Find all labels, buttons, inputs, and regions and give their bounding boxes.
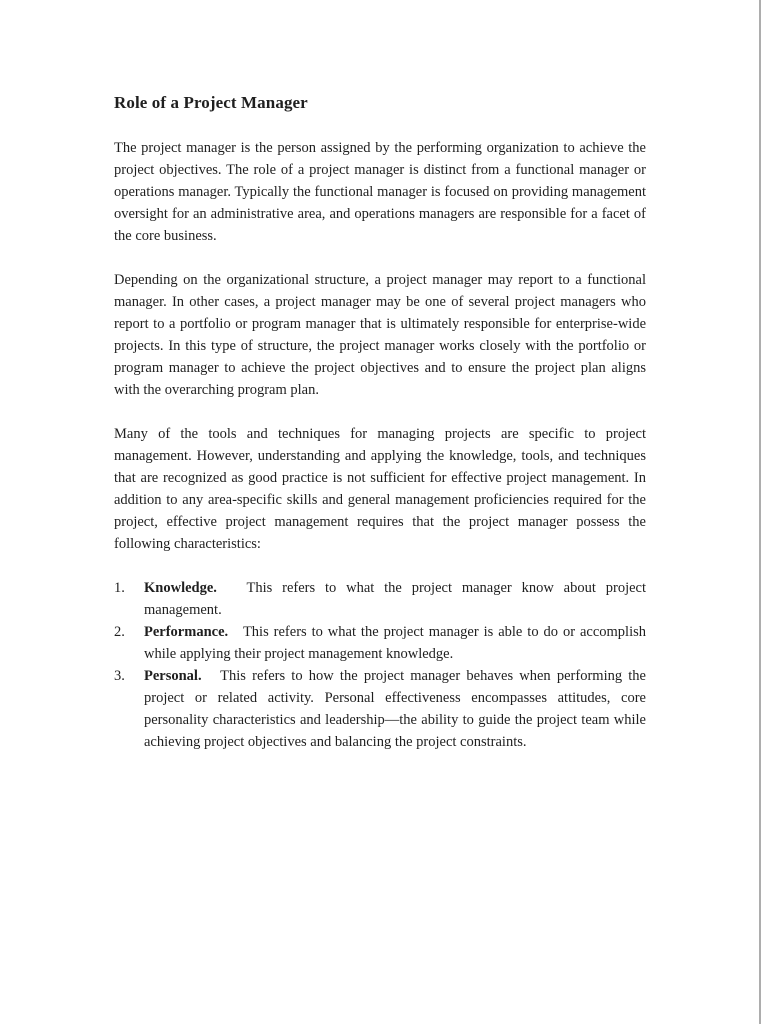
paragraph-reporting-structure: Depending on the organizational structure, a project manager may report to a functional manager. In other cases, a project manager may be one of several project managers who report to a portfolio or program manager that is ultimately responsible for enterprise-wide projects. In this type of structure, the project manager works closely with the portfolio or program manager to achieve the project objectives and to ensure the project plan aligns with the overarching program plan. — [114, 272, 646, 398]
list-item — [114, 577, 646, 621]
characteristics-list — [114, 577, 646, 753]
list-item-text: This refers to what the project manager know about project management. — [144, 580, 647, 618]
list-item-body — [144, 577, 646, 621]
list-item-body — [144, 621, 646, 665]
list-item-number: 3. — [114, 668, 125, 684]
paragraph-role-definition: The project manager is the person assigned by the performing organization to achieve the project objectives. The role of a project manager is distinct from a functional manager or operations manager. Typically the functional manager is focused on providing management oversight for an administrative area, and operations managers are responsible for a facet of the core business. — [114, 140, 646, 244]
paragraph-characteristics-intro: Many of the tools and techniques for managing projects are specific to project management. However, understanding and applying the knowledge, tools, and techniques that are recognized as good practice is not sufficient for effective project management. In addition to any area-specific skills and general management proficiencies required for the project, effective project management requires that the project manager possess the following characteristics: — [114, 426, 646, 552]
document-title: Role of a Project Manager — [114, 93, 308, 112]
list-item-term: Knowledge. — [144, 580, 217, 596]
list-item-term: Personal. — [144, 668, 202, 684]
list-item-number: 2. — [114, 624, 125, 640]
list-item — [114, 665, 646, 753]
list-item-number: 1. — [114, 580, 125, 596]
list-item-text: This refers to how the project manager behaves when performing the project or related activity. Personal effectiveness encompasses attitudes, core personality characteristics and leadership—the ability to guide the project team while achieving project objectives and balancing the project constraints. — [144, 668, 646, 750]
document-content — [114, 92, 646, 753]
list-item-term: Performance. — [144, 624, 229, 640]
list-item-text: This refers to what the project manager is able to do or accomplish while applying their project management knowledge. — [144, 624, 646, 662]
list-item-body — [144, 665, 646, 753]
list-item — [114, 621, 646, 665]
scan-edge-line — [759, 0, 761, 1024]
